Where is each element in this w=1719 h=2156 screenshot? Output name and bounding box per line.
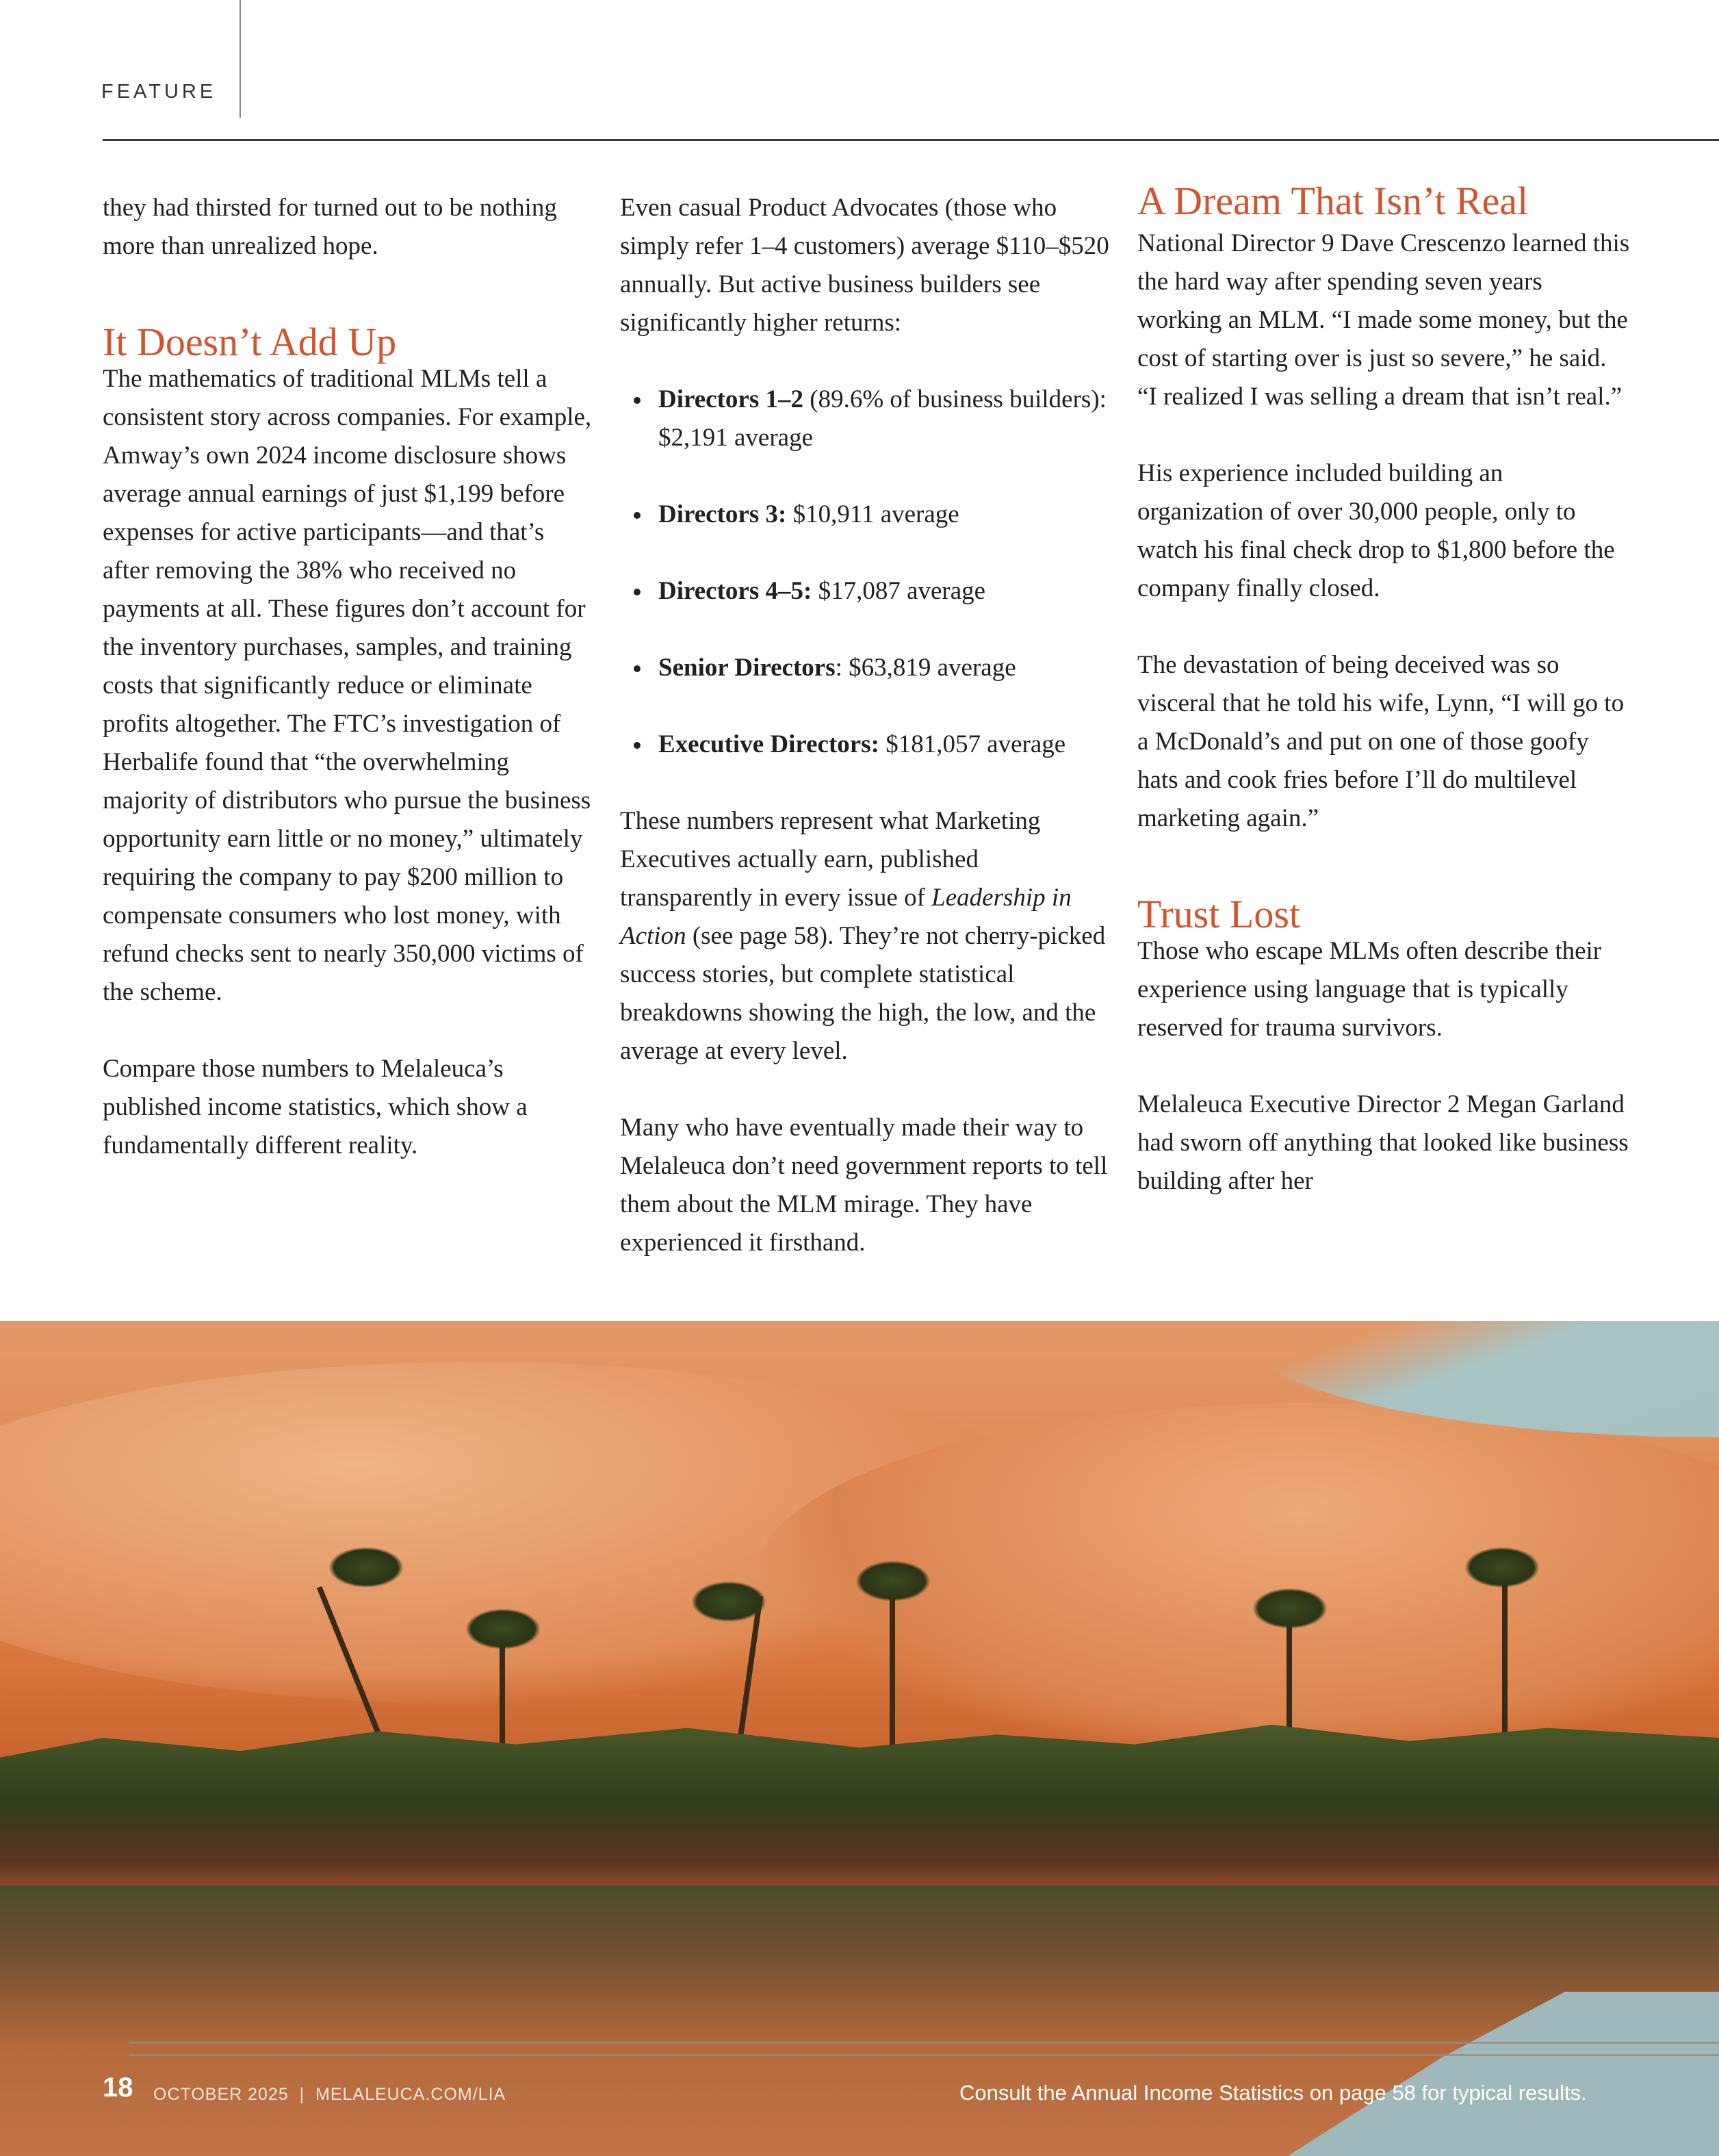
level-name: Directors 3: xyxy=(658,500,787,528)
paragraph: The devastation of being deceived was so visceral that he told his wife, Lynn, “I will go to a McDonald’s and put on one of those goofy hats and cook fries before I’ll do multilevel marketing again.” xyxy=(1137,651,1625,832)
section-heading: A Dream That Isn’t Real xyxy=(1137,179,1529,223)
paragraph: they had thirsted for turned out to be nothing more than unrealized hope. xyxy=(103,194,557,260)
paragraph: Even casual Product Advocates (those who simply refer 1–4 customers) average $110–$520 annually. But active business builders see significantly higher returns: xyxy=(620,194,1109,337)
desert-oasis-photo xyxy=(0,1321,1719,2156)
list-item xyxy=(620,496,1113,534)
palm-trunk xyxy=(1502,1561,1508,1745)
article-column-2 xyxy=(620,189,1113,1262)
text: These numbers represent what Marketing Executives actually earn, published transparently in every issue of xyxy=(620,807,1041,912)
section-label: FEATURE xyxy=(101,81,217,103)
list-item xyxy=(620,381,1113,457)
palm-frond xyxy=(328,1547,404,1588)
paragraph: Melaleuca Executive Director 2 Megan Garland had sworn off anything that looked like business building after her xyxy=(1137,1090,1629,1195)
text: (see page 58). They’re not cherry-picked success stories, but complete statistical breakdowns showing the high, the low, and the average at every level. xyxy=(620,922,1106,1065)
issue-info: OCTOBER 2025 | MELALEUCA.COM/LIA xyxy=(153,2085,506,2104)
palm-frond xyxy=(855,1561,931,1602)
section-heading: Trust Lost xyxy=(1137,892,1301,936)
footer-rule xyxy=(129,2054,1719,2056)
palm-frond xyxy=(1252,1588,1328,1629)
paragraph: Compare those numbers to Melaleuca’s published income statistics, which show a fundamentally different reality. xyxy=(103,1055,528,1159)
level-name: Directors 1–2 xyxy=(658,385,803,413)
level-average: $10,911 average xyxy=(786,500,959,528)
header-horizontal-rule xyxy=(103,139,1719,141)
paragraph: Many who have eventually made their way to Melaleuca don’t need government reports to tell them about the MLM mirage. They have experienced it firsthand. xyxy=(620,1114,1108,1257)
paragraph: His experience included building an organization of over 30,000 people, only to watch his final check drop to $1,800 before the company finally closed. xyxy=(1137,459,1615,602)
paragraph: Those who escape MLMs often describe their experience using language that is typically reserved for trauma survivors. xyxy=(1137,937,1602,1042)
article-column-3 xyxy=(1137,179,1630,1201)
list-item xyxy=(620,572,1113,611)
paragraph: National Director 9 Dave Crescenzo learned this the hard way after spending seven years working an MLM. “I made some money, but the cost of starting over is just so severe,” he said. “I realized I was selling a dream that isn’t real.” xyxy=(1137,229,1630,411)
palm-frond xyxy=(691,1581,766,1622)
oasis-vegetation xyxy=(0,1721,1719,1886)
paragraph: The mathematics of traditional MLMs tell a consistent story across companies. For example, Amway’s own 2024 income disclosure shows average annual earnings of just $1,199 before expenses for active participants—and that’s after removing the 38% who received no payments at all. These figures don’t account for the inventory purchases, samples, and training costs that significantly reduce or eliminate profits altogether. The FTC’s investigation of Herbalife found that “the overwhelming majority of distributors who pursue the business opportunity earn little or no money,” ultimately requiring the company to pay $200 million to compensate consumers who lost money, with refund checks sent to nearly 350,000 victims of the scheme. xyxy=(103,365,592,1006)
income-list xyxy=(620,381,1113,764)
level-name: Senior Directors xyxy=(658,654,836,682)
paragraph xyxy=(620,802,1113,1070)
palm-frond xyxy=(465,1608,541,1650)
level-name: Directors 4–5: xyxy=(658,577,812,605)
disclaimer-note: Consult the Annual Income Statistics on page 58 for typical results. xyxy=(959,2081,1587,2105)
list-item xyxy=(620,726,1113,764)
list-item xyxy=(620,649,1113,687)
publication-title: Leadership in Action xyxy=(620,884,1072,950)
article-column-1 xyxy=(103,189,595,1165)
header-vertical-divider xyxy=(240,0,241,118)
section-heading: It Doesn’t Add Up xyxy=(103,320,397,364)
level-average: (89.6% of business builders): $2,191 average xyxy=(658,385,1107,452)
footer-rule xyxy=(129,2042,1719,2044)
level-average: : $63,819 average xyxy=(835,654,1016,682)
palm-frond xyxy=(1464,1547,1540,1588)
level-average: $181,057 average xyxy=(879,730,1066,758)
level-name: Executive Directors: xyxy=(658,730,879,758)
page-number: 18 xyxy=(103,2072,133,2103)
level-average: $17,087 average xyxy=(812,577,986,605)
